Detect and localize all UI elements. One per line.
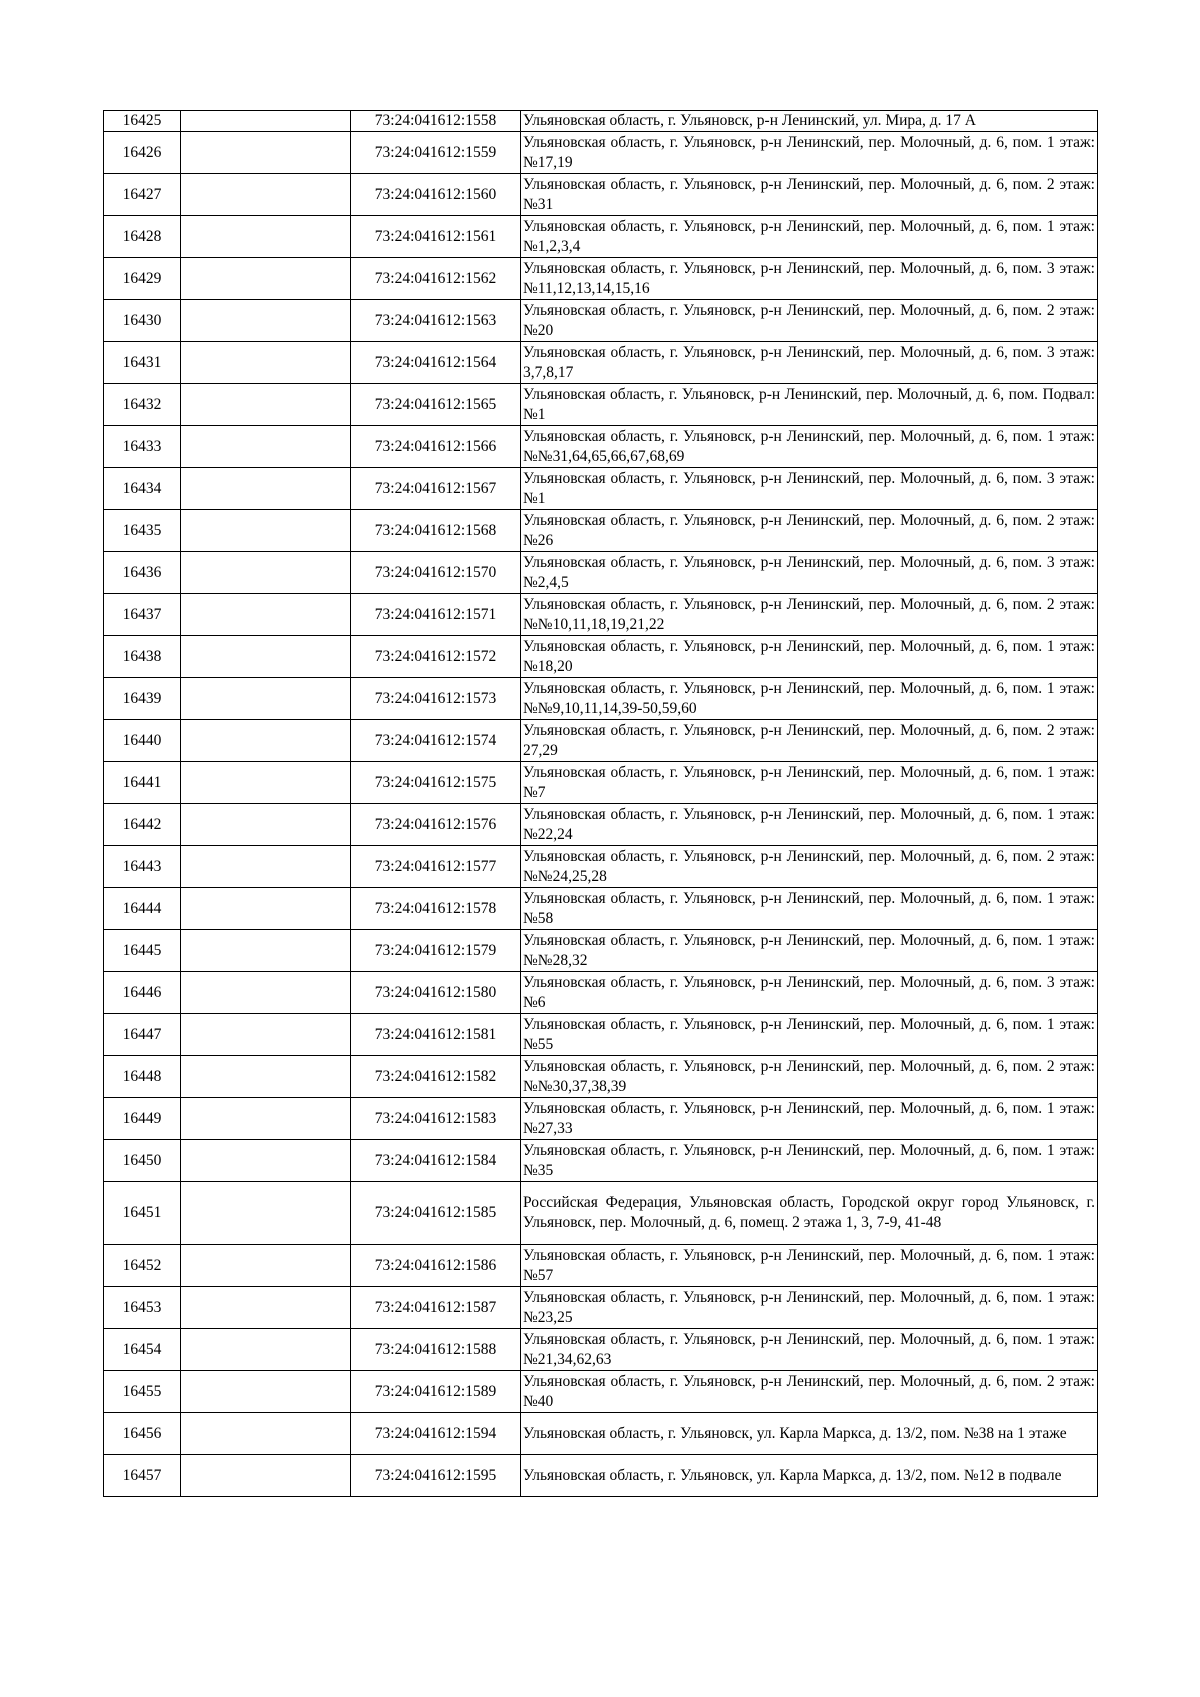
empty-cell: [181, 468, 351, 510]
row-number-cell: 16446: [104, 972, 181, 1014]
empty-cell: [181, 1329, 351, 1371]
row-number-cell: 16425: [104, 111, 181, 132]
cadastral-number-cell: 73:24:041612:1578: [351, 888, 521, 930]
row-number-cell: 16448: [104, 1056, 181, 1098]
table-row: [104, 1371, 1098, 1413]
empty-cell: [181, 888, 351, 930]
cadastral-number-cell: 73:24:041612:1577: [351, 846, 521, 888]
row-number-cell: 16449: [104, 1098, 181, 1140]
row-number-cell: 16451: [104, 1182, 181, 1245]
empty-cell: [181, 804, 351, 846]
row-number-cell: 16445: [104, 930, 181, 972]
empty-cell: [181, 1014, 351, 1056]
row-number-cell: 16429: [104, 258, 181, 300]
cadastral-number-cell: 73:24:041612:1573: [351, 678, 521, 720]
row-number-cell: 16457: [104, 1455, 181, 1497]
table-row: [104, 720, 1098, 762]
cadastral-number-cell: 73:24:041612:1559: [351, 132, 521, 174]
table-row: [104, 132, 1098, 174]
address-cell: Ульяновская область, г. Ульяновск, р-н Ленинский, пер. Молочный, д. 6, пом. 2 этаж: №26: [521, 510, 1098, 552]
address-cell: Ульяновская область, г. Ульяновск, р-н Ленинский, пер. Молочный, д. 6, пом. 1 этаж: №№31,64,65,66,67,68,69: [521, 426, 1098, 468]
table-row: [104, 972, 1098, 1014]
address-cell: Российская Федерация, Ульяновская область, Городской округ город Ульяновск, г. Ульяновск, пер. Молочный, д. 6, помещ. 2 этажа 1, 3, 7-9, 41-48: [521, 1182, 1098, 1245]
address-cell: Ульяновская область, г. Ульяновск, р-н Ленинский, пер. Молочный, д. 6, пом. 1 этаж: №21,34,62,63: [521, 1329, 1098, 1371]
address-cell: Ульяновская область, г. Ульяновск, р-н Ленинский, пер. Молочный, д. 6, пом. 1 этаж: №17,19: [521, 132, 1098, 174]
cadastral-number-cell: 73:24:041612:1558: [351, 111, 521, 132]
row-number-cell: 16440: [104, 720, 181, 762]
address-cell: Ульяновская область, г. Ульяновск, р-н Ленинский, пер. Молочный, д. 6, пом. 2 этаж: №№10,11,18,19,21,22: [521, 594, 1098, 636]
row-number-cell: 16447: [104, 1014, 181, 1056]
table-row: [104, 300, 1098, 342]
address-cell: Ульяновская область, г. Ульяновск, р-н Ленинский, пер. Молочный, д. 6, пом. 2 этаж: №31: [521, 174, 1098, 216]
row-number-cell: 16435: [104, 510, 181, 552]
address-cell: Ульяновская область, г. Ульяновск, р-н Ленинский, пер. Молочный, д. 6, пом. 1 этаж: №1,2,3,4: [521, 216, 1098, 258]
table-row: [104, 1455, 1098, 1497]
empty-cell: [181, 594, 351, 636]
cadastral-number-cell: 73:24:041612:1564: [351, 342, 521, 384]
address-cell: Ульяновская область, г. Ульяновск, р-н Ленинский, пер. Молочный, д. 6, пом. 3 этаж: 3,7,8,17: [521, 342, 1098, 384]
address-cell: Ульяновская область, г. Ульяновск, р-н Ленинский, пер. Молочный, д. 6, пом. 2 этаж: №20: [521, 300, 1098, 342]
address-cell: Ульяновская область, г. Ульяновск, р-н Ленинский, пер. Молочный, д. 6, пом. 1 этаж: №18,20: [521, 636, 1098, 678]
table-row: [104, 1413, 1098, 1455]
empty-cell: [181, 1056, 351, 1098]
empty-cell: [181, 846, 351, 888]
row-number-cell: 16444: [104, 888, 181, 930]
empty-cell: [181, 384, 351, 426]
row-number-cell: 16431: [104, 342, 181, 384]
row-number-cell: 16450: [104, 1140, 181, 1182]
table-row: [104, 1056, 1098, 1098]
cadastral-number-cell: 73:24:041612:1586: [351, 1245, 521, 1287]
empty-cell: [181, 720, 351, 762]
cadastral-number-cell: 73:24:041612:1566: [351, 426, 521, 468]
row-number-cell: 16452: [104, 1245, 181, 1287]
cadastral-number-cell: 73:24:041612:1561: [351, 216, 521, 258]
table-row: [104, 1287, 1098, 1329]
cadastral-number-cell: 73:24:041612:1581: [351, 1014, 521, 1056]
cadastral-number-cell: 73:24:041612:1588: [351, 1329, 521, 1371]
address-cell: Ульяновская область, г. Ульяновск, р-н Ленинский, пер. Молочный, д. 6, пом. 1 этаж: №55: [521, 1014, 1098, 1056]
table-row: [104, 468, 1098, 510]
row-number-cell: 16438: [104, 636, 181, 678]
cadastral-number-cell: 73:24:041612:1579: [351, 930, 521, 972]
empty-cell: [181, 636, 351, 678]
cadastral-number-cell: 73:24:041612:1587: [351, 1287, 521, 1329]
empty-cell: [181, 930, 351, 972]
cadastral-number-cell: 73:24:041612:1570: [351, 552, 521, 594]
table-row: [104, 804, 1098, 846]
empty-cell: [181, 342, 351, 384]
address-cell: Ульяновская область, г. Ульяновск, р-н Ленинский, пер. Молочный, д. 6, пом. 1 этаж: №23,25: [521, 1287, 1098, 1329]
row-number-cell: 16439: [104, 678, 181, 720]
empty-cell: [181, 300, 351, 342]
cadastral-number-cell: 73:24:041612:1562: [351, 258, 521, 300]
cadastral-number-cell: 73:24:041612:1580: [351, 972, 521, 1014]
row-number-cell: 16430: [104, 300, 181, 342]
address-cell: Ульяновская область, г. Ульяновск, р-н Ленинский, пер. Молочный, д. 6, пом. 1 этаж: №№9,10,11,14,39-50,59,60: [521, 678, 1098, 720]
address-cell: Ульяновская область, г. Ульяновск, р-н Ленинский, пер. Молочный, д. 6, пом. 3 этаж: №1: [521, 468, 1098, 510]
cadastral-number-cell: 73:24:041612:1563: [351, 300, 521, 342]
empty-cell: [181, 510, 351, 552]
cadastral-number-cell: 73:24:041612:1589: [351, 1371, 521, 1413]
cadastral-number-cell: 73:24:041612:1584: [351, 1140, 521, 1182]
table-row: [104, 888, 1098, 930]
row-number-cell: 16428: [104, 216, 181, 258]
empty-cell: [181, 426, 351, 468]
empty-cell: [181, 972, 351, 1014]
table-row: [104, 510, 1098, 552]
cadastral-number-cell: 73:24:041612:1572: [351, 636, 521, 678]
address-cell: Ульяновская область, г. Ульяновск, р-н Ленинский, пер. Молочный, д. 6, пом. 2 этаж: №№30,37,38,39: [521, 1056, 1098, 1098]
row-number-cell: 16427: [104, 174, 181, 216]
table-row: [104, 111, 1098, 132]
empty-cell: [181, 132, 351, 174]
table-row: [104, 426, 1098, 468]
table-row: [104, 594, 1098, 636]
row-number-cell: 16443: [104, 846, 181, 888]
table-row: [104, 1182, 1098, 1245]
cadastral-number-cell: 73:24:041612:1574: [351, 720, 521, 762]
address-cell: Ульяновская область, г. Ульяновск, р-н Ленинский, пер. Молочный, д. 6, пом. 1 этаж: №7: [521, 762, 1098, 804]
cadastral-number-cell: 73:24:041612:1585: [351, 1182, 521, 1245]
table-row: [104, 762, 1098, 804]
table-row: [104, 846, 1098, 888]
row-number-cell: 16454: [104, 1329, 181, 1371]
table-row: [104, 384, 1098, 426]
row-number-cell: 16441: [104, 762, 181, 804]
address-cell: Ульяновская область, г. Ульяновск, р-н Ленинский, пер. Молочный, д. 6, пом. 3 этаж: №2,4,5: [521, 552, 1098, 594]
empty-cell: [181, 1287, 351, 1329]
address-cell: Ульяновская область, г. Ульяновск, р-н Ленинский, пер. Молочный, д. 6, пом. 1 этаж: №22,24: [521, 804, 1098, 846]
table-row: [104, 1098, 1098, 1140]
address-cell: Ульяновская область, г. Ульяновск, р-н Ленинский, пер. Молочный, д. 6, пом. 1 этаж: №58: [521, 888, 1098, 930]
address-cell: Ульяновская область, г. Ульяновск, р-н Ленинский, пер. Молочный, д. 6, пом. 1 этаж: №57: [521, 1245, 1098, 1287]
row-number-cell: 16436: [104, 552, 181, 594]
empty-cell: [181, 258, 351, 300]
address-cell: Ульяновская область, г. Ульяновск, ул. Карла Маркса, д. 13/2, пом. №38 на 1 этаже: [521, 1413, 1098, 1455]
address-cell: Ульяновская область, г. Ульяновск, р-н Ленинский, пер. Молочный, д. 6, пом. 3 этаж: №11,12,13,14,15,16: [521, 258, 1098, 300]
address-cell: Ульяновская область, г. Ульяновск, ул. Карла Маркса, д. 13/2, пом. №12 в подвале: [521, 1455, 1098, 1497]
address-cell: Ульяновская область, г. Ульяновск, р-н Ленинский, пер. Молочный, д. 6, пом. 2 этаж: 27,29: [521, 720, 1098, 762]
empty-cell: [181, 1413, 351, 1455]
address-cell: Ульяновская область, г. Ульяновск, р-н Ленинский, пер. Молочный, д. 6, пом. 2 этаж: №40: [521, 1371, 1098, 1413]
address-cell: Ульяновская область, г. Ульяновск, р-н Ленинский, пер. Молочный, д. 6, пом. 2 этаж: №№24,25,28: [521, 846, 1098, 888]
cadastral-number-cell: 73:24:041612:1568: [351, 510, 521, 552]
empty-cell: [181, 174, 351, 216]
address-cell: Ульяновская область, г. Ульяновск, р-н Ленинский, пер. Молочный, д. 6, пом. Подвал: №1: [521, 384, 1098, 426]
table-row: [104, 552, 1098, 594]
cadastral-number-cell: 73:24:041612:1575: [351, 762, 521, 804]
empty-cell: [181, 1140, 351, 1182]
empty-cell: [181, 762, 351, 804]
row-number-cell: 16453: [104, 1287, 181, 1329]
table-row: [104, 636, 1098, 678]
empty-cell: [181, 1098, 351, 1140]
empty-cell: [181, 552, 351, 594]
cadastral-number-cell: 73:24:041612:1567: [351, 468, 521, 510]
table-row: [104, 174, 1098, 216]
row-number-cell: 16442: [104, 804, 181, 846]
cadastral-number-cell: 73:24:041612:1565: [351, 384, 521, 426]
cadastral-number-cell: 73:24:041612:1595: [351, 1455, 521, 1497]
empty-cell: [181, 1455, 351, 1497]
empty-cell: [181, 216, 351, 258]
empty-cell: [181, 1245, 351, 1287]
row-number-cell: 16433: [104, 426, 181, 468]
row-number-cell: 16426: [104, 132, 181, 174]
table-row: [104, 1245, 1098, 1287]
empty-cell: [181, 111, 351, 132]
address-cell: Ульяновская область, г. Ульяновск, р-н Ленинский, пер. Молочный, д. 6, пом. 1 этаж: №№28,32: [521, 930, 1098, 972]
row-number-cell: 16437: [104, 594, 181, 636]
row-number-cell: 16434: [104, 468, 181, 510]
cadastral-number-cell: 73:24:041612:1594: [351, 1413, 521, 1455]
empty-cell: [181, 1371, 351, 1413]
table-row: [104, 258, 1098, 300]
cadastral-number-cell: 73:24:041612:1583: [351, 1098, 521, 1140]
row-number-cell: 16455: [104, 1371, 181, 1413]
cadastral-number-cell: 73:24:041612:1571: [351, 594, 521, 636]
row-number-cell: 16456: [104, 1413, 181, 1455]
empty-cell: [181, 1182, 351, 1245]
address-cell: Ульяновская область, г. Ульяновск, р-н Ленинский, пер. Молочный, д. 6, пом. 1 этаж: №27,33: [521, 1098, 1098, 1140]
cadastral-number-cell: 73:24:041612:1576: [351, 804, 521, 846]
table-row: [104, 1329, 1098, 1371]
table-row: [104, 342, 1098, 384]
table-row: [104, 678, 1098, 720]
table-row: [104, 930, 1098, 972]
empty-cell: [181, 678, 351, 720]
table-row: [104, 216, 1098, 258]
address-cell: Ульяновская область, г. Ульяновск, р-н Ленинский, пер. Молочный, д. 6, пом. 3 этаж: №6: [521, 972, 1098, 1014]
table-row: [104, 1140, 1098, 1182]
cadastral-number-cell: 73:24:041612:1560: [351, 174, 521, 216]
cadastral-number-cell: 73:24:041612:1582: [351, 1056, 521, 1098]
cadastral-table: [103, 110, 1098, 1497]
table-row: [104, 1014, 1098, 1056]
cadastral-table-body: [104, 111, 1098, 1497]
address-cell: Ульяновская область, г. Ульяновск, р-н Ленинский, ул. Мира, д. 17 А: [521, 111, 1098, 132]
row-number-cell: 16432: [104, 384, 181, 426]
address-cell: Ульяновская область, г. Ульяновск, р-н Ленинский, пер. Молочный, д. 6, пом. 1 этаж: №35: [521, 1140, 1098, 1182]
